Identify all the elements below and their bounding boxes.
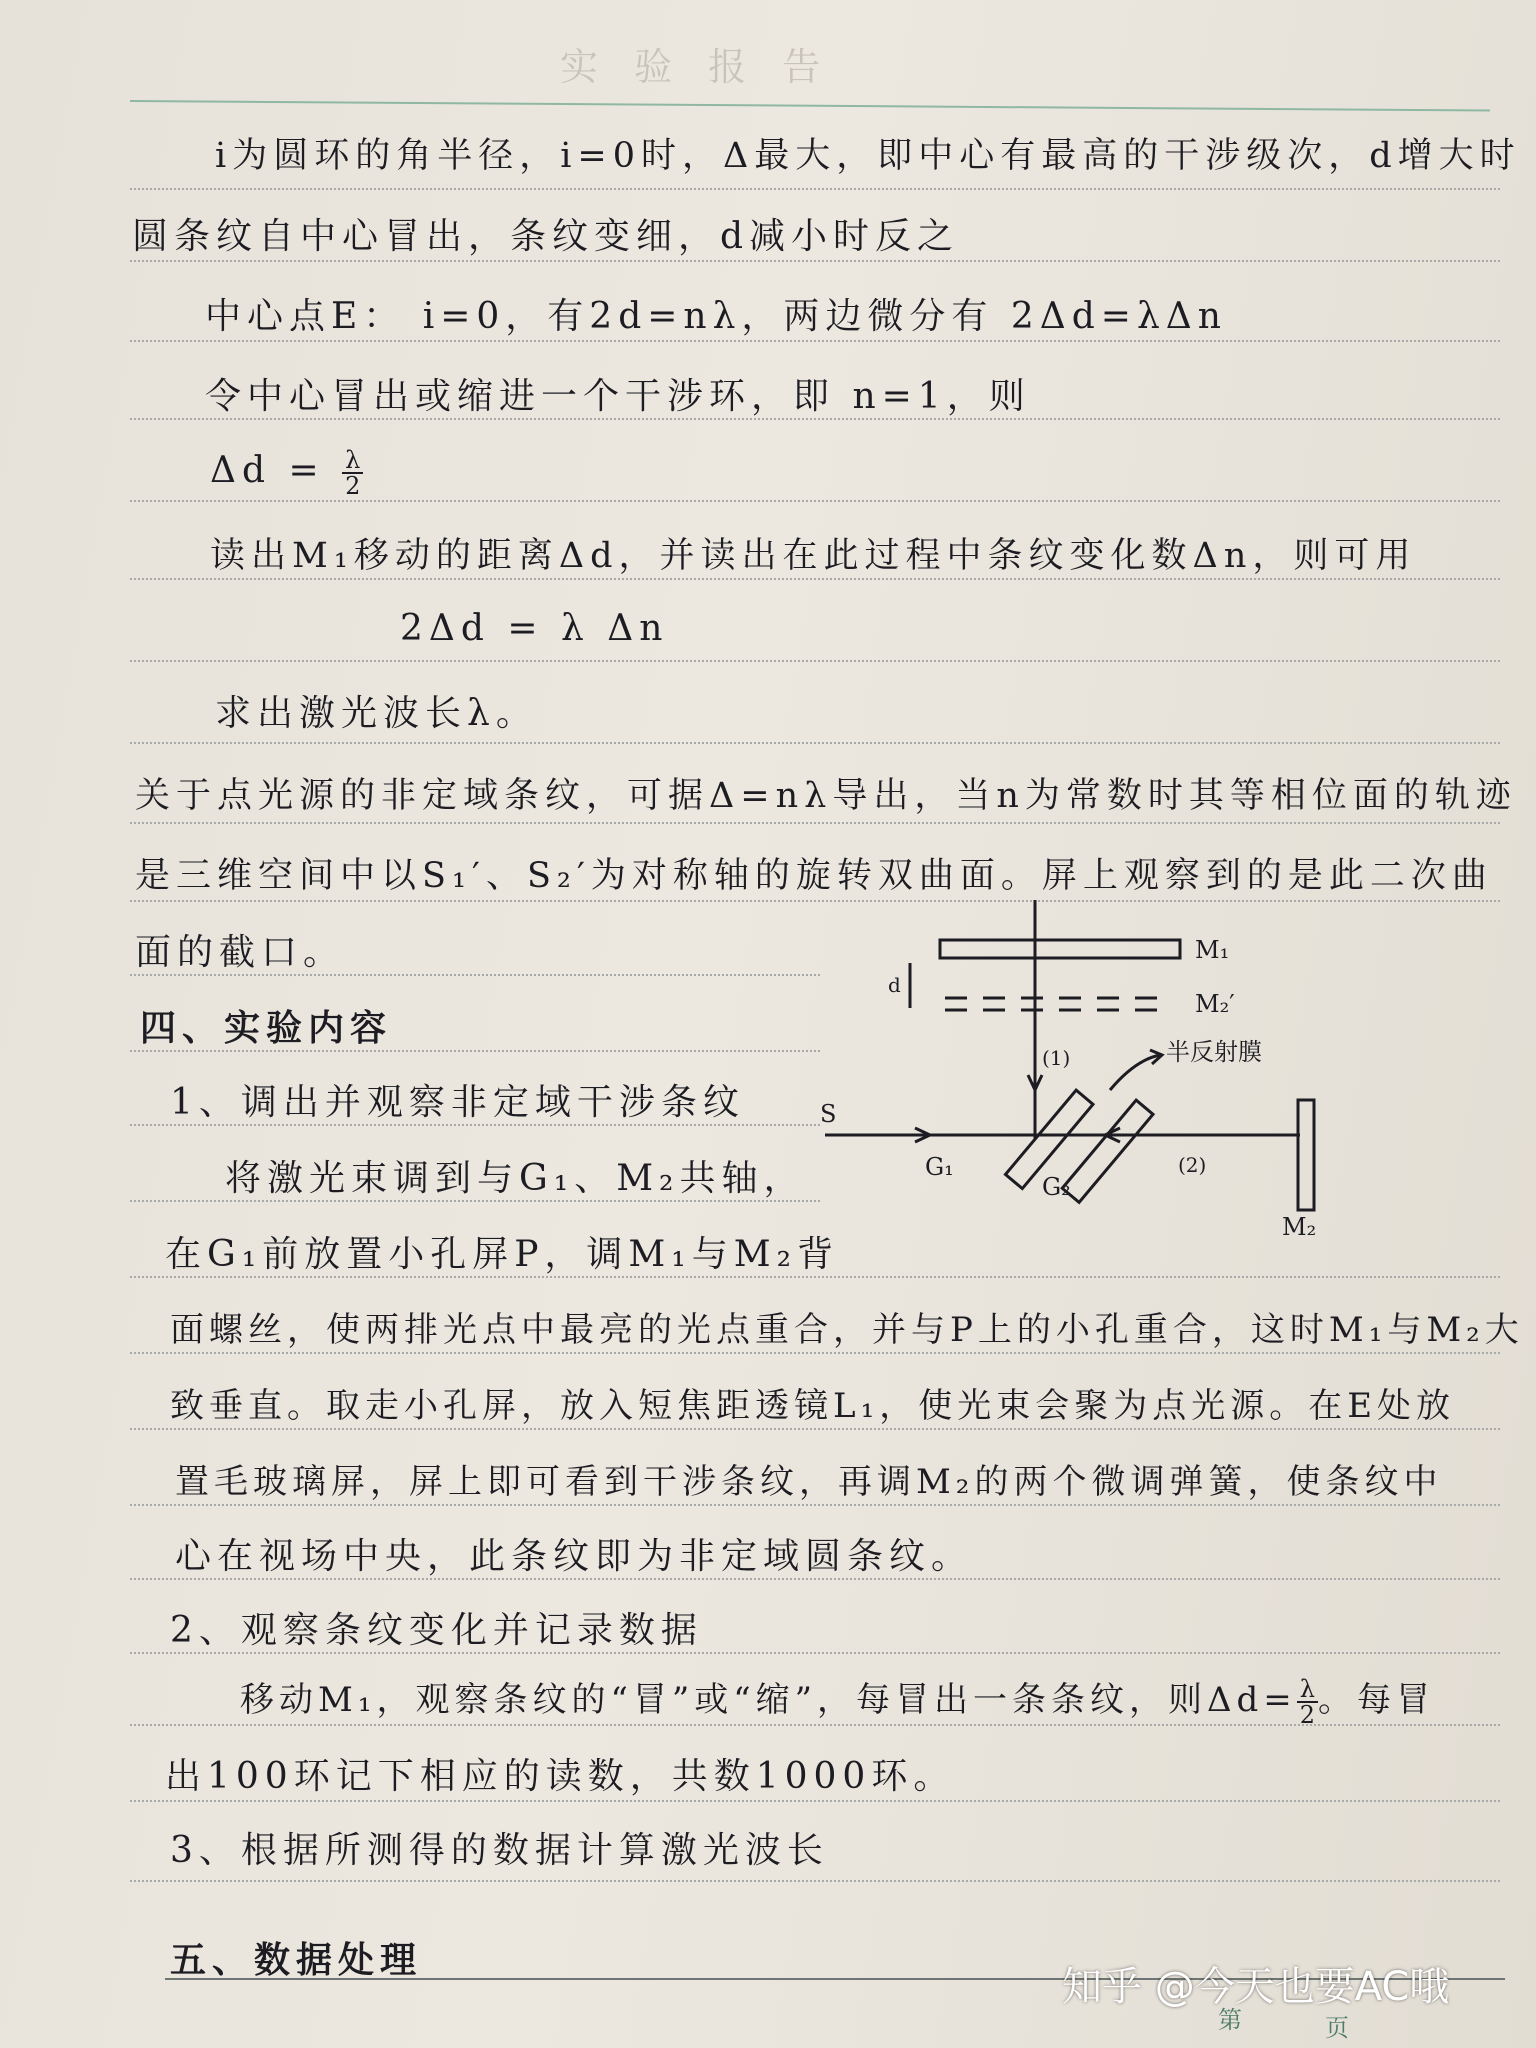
fraction-denominator: 2 xyxy=(345,472,361,500)
text-line: 是三维空间中以S₁′、S₂′为对称轴的旋转双曲面。屏上观察到的是此二次曲 xyxy=(135,856,1493,896)
fraction-numerator: λ xyxy=(342,448,363,474)
subsection-heading: 2、观察条纹变化并记录数据 xyxy=(170,1610,703,1651)
text-line: 令中心冒出或缩进一个干涉环，即 n=1，则 xyxy=(205,376,1031,417)
fraction xyxy=(342,448,363,498)
label-source: S xyxy=(820,1100,837,1128)
zhihu-watermark: 知乎 @今天也要AC哦 xyxy=(1062,1964,1450,2010)
ruled-line xyxy=(130,822,1500,824)
section-heading: 五、数据处理 xyxy=(170,1939,423,1981)
text-line: 圆条纹自中心冒出，条纹变细，d减小时反之 xyxy=(132,216,960,257)
text-segment: 。每冒 xyxy=(1318,1680,1435,1720)
fraction-denominator: 2 xyxy=(1299,1701,1316,1729)
fraction xyxy=(1297,1677,1318,1727)
label-separation: d xyxy=(888,973,901,997)
formula-line xyxy=(210,448,363,498)
michelson-interferometer-diagram xyxy=(820,900,1340,1240)
ruled-line xyxy=(130,188,1500,190)
formula-line: 2Δd = λ Δn xyxy=(400,608,669,649)
label-m1: M₁ xyxy=(1195,936,1230,964)
subsection-heading: 1、调出并观察非定域干涉条纹 xyxy=(170,1082,745,1123)
page-number-prefix: 第 xyxy=(1218,2006,1242,2034)
text-line: 置毛玻璃屏，屏上即可看到干涉条纹，再调M₂的两个微调弹簧，使条纹中 xyxy=(175,1462,1443,1502)
label-m2: M₂ xyxy=(1282,1213,1317,1240)
ruled-line xyxy=(130,1428,1500,1430)
text-line: 读出M₁移动的距离Δd，并读出在此过程中条纹变化数Δn，则可用 xyxy=(210,536,1417,576)
ruled-line xyxy=(130,660,1500,662)
text-line: 致垂直。取走小孔屏，放入短焦距透镜L₁，使光束会聚为点光源。在E处放 xyxy=(170,1386,1456,1426)
coating-pointer xyxy=(1110,1055,1160,1090)
ruled-line xyxy=(130,1504,1500,1506)
ruled-line xyxy=(130,578,1500,580)
text-line: 求出激光波长λ。 xyxy=(215,693,538,734)
bleed-through-header: 实 验 报 告 xyxy=(560,45,833,89)
formula-lhs: Δd = xyxy=(210,450,325,491)
text-line: 在G₁前放置小孔屏P，调M₁与M₂背 xyxy=(165,1234,839,1275)
ruled-line xyxy=(130,340,1500,342)
ruled-line xyxy=(130,1800,1500,1802)
plate-g2 xyxy=(1062,1100,1153,1202)
label-g1: G₁ xyxy=(925,1153,954,1181)
section-heading: 四、实验内容 xyxy=(140,1007,393,1049)
label-m2-image: M₂′ xyxy=(1195,990,1235,1018)
ruled-line xyxy=(130,1880,1500,1882)
mirror-m2 xyxy=(1298,1100,1314,1210)
ruled-line xyxy=(130,742,1500,744)
text-line: 心在视场中央，此条纹即为非定域圆条纹。 xyxy=(175,1536,974,1577)
label-beam-1: (1) xyxy=(1042,1046,1071,1070)
text-line: 关于点光源的非定域条纹，可据Δ=nλ导出，当n为常数时其等相位面的轨迹 xyxy=(135,776,1517,816)
fraction-numerator: λ xyxy=(1297,1677,1318,1703)
label-half-reflective-coating: 半反射膜 xyxy=(1166,1038,1262,1066)
ruled-line xyxy=(130,260,1500,262)
formula-line xyxy=(240,1672,1435,1727)
text-line: 面的截口。 xyxy=(135,932,346,973)
text-line: 将激光束调到与G₁、M₂共轴， xyxy=(225,1158,806,1199)
ruled-line xyxy=(130,1352,1500,1354)
text-line: 面螺丝，使两排光点中最亮的光点重合，并与P上的小孔重合，这时M₁与M₂大 xyxy=(170,1310,1524,1350)
text-line: 出100环记下相应的读数，共数1000环。 xyxy=(165,1756,956,1797)
mirror-m1 xyxy=(940,940,1180,958)
ruled-line xyxy=(130,500,1500,502)
text-line: 中心点E： i=0，有2d=nλ，两边微分有 2Δd=λΔn xyxy=(205,296,1227,337)
subsection-heading: 3、根据所测得的数据计算激光波长 xyxy=(170,1830,829,1871)
label-g2: G₂ xyxy=(1042,1173,1071,1201)
label-beam-2: (2) xyxy=(1178,1153,1207,1177)
text-segment: 移动M₁，观察条纹的“冒”或“缩”，每冒出一条条纹，则Δd= xyxy=(240,1680,1297,1720)
text-line: i为圆环的角半径，i=0时，Δ最大，即中心有最高的干涉级次，d增大时 xyxy=(215,136,1521,176)
page-number-suffix: 页 xyxy=(1325,2014,1349,2042)
